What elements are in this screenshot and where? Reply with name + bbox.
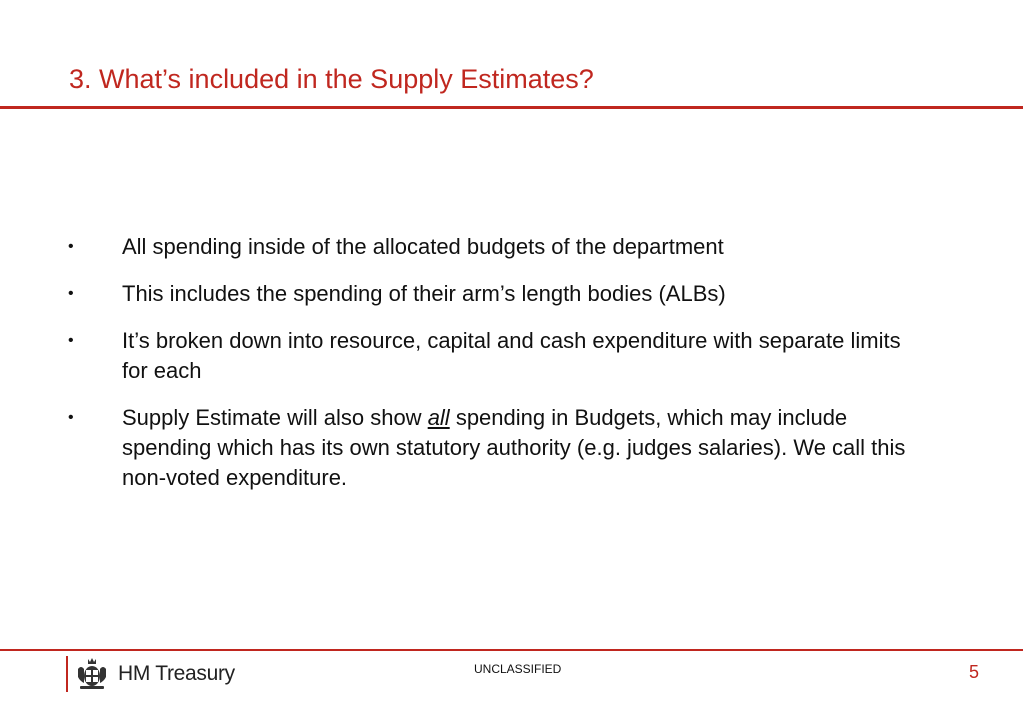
royal-crest-icon <box>74 657 110 691</box>
bullet-item <box>68 403 918 493</box>
hm-treasury-logo <box>66 656 235 692</box>
bullet-text-start: Supply Estimate will also show <box>122 405 428 430</box>
footer-divider <box>0 649 1023 651</box>
bullet-marker: • <box>68 285 74 302</box>
slide-title: 3. What’s included in the Supply Estimates? <box>69 64 594 94</box>
bullet-list <box>68 232 918 510</box>
bullet-text-end: spending in Budgets, which may include spending which has its own statutory authority (e.g. judges salaries). We call this non-voted expenditure. <box>122 405 906 490</box>
bullet-item <box>68 279 918 309</box>
bullet-marker: • <box>68 409 74 426</box>
bullet-text: All spending inside of the allocated budgets of the department <box>122 234 724 259</box>
bullet-text: This includes the spending of their arm’s length bodies (ALBs) <box>122 281 726 306</box>
logo-text: HM Treasury <box>118 662 235 685</box>
bullet-text: It’s broken down into resource, capital and cash expenditure with separate limits for each <box>122 328 901 383</box>
bullet-marker: • <box>68 332 74 349</box>
bullet-item <box>68 326 918 386</box>
bullet-marker: • <box>68 238 74 255</box>
page-number: 5 <box>968 662 979 682</box>
bullet-item <box>68 232 918 262</box>
bullet-emphasis: all <box>427 405 450 430</box>
classification-label: UNCLASSIFIED <box>474 662 562 676</box>
title-divider <box>0 106 1023 109</box>
logo-accent-bar <box>66 656 68 692</box>
